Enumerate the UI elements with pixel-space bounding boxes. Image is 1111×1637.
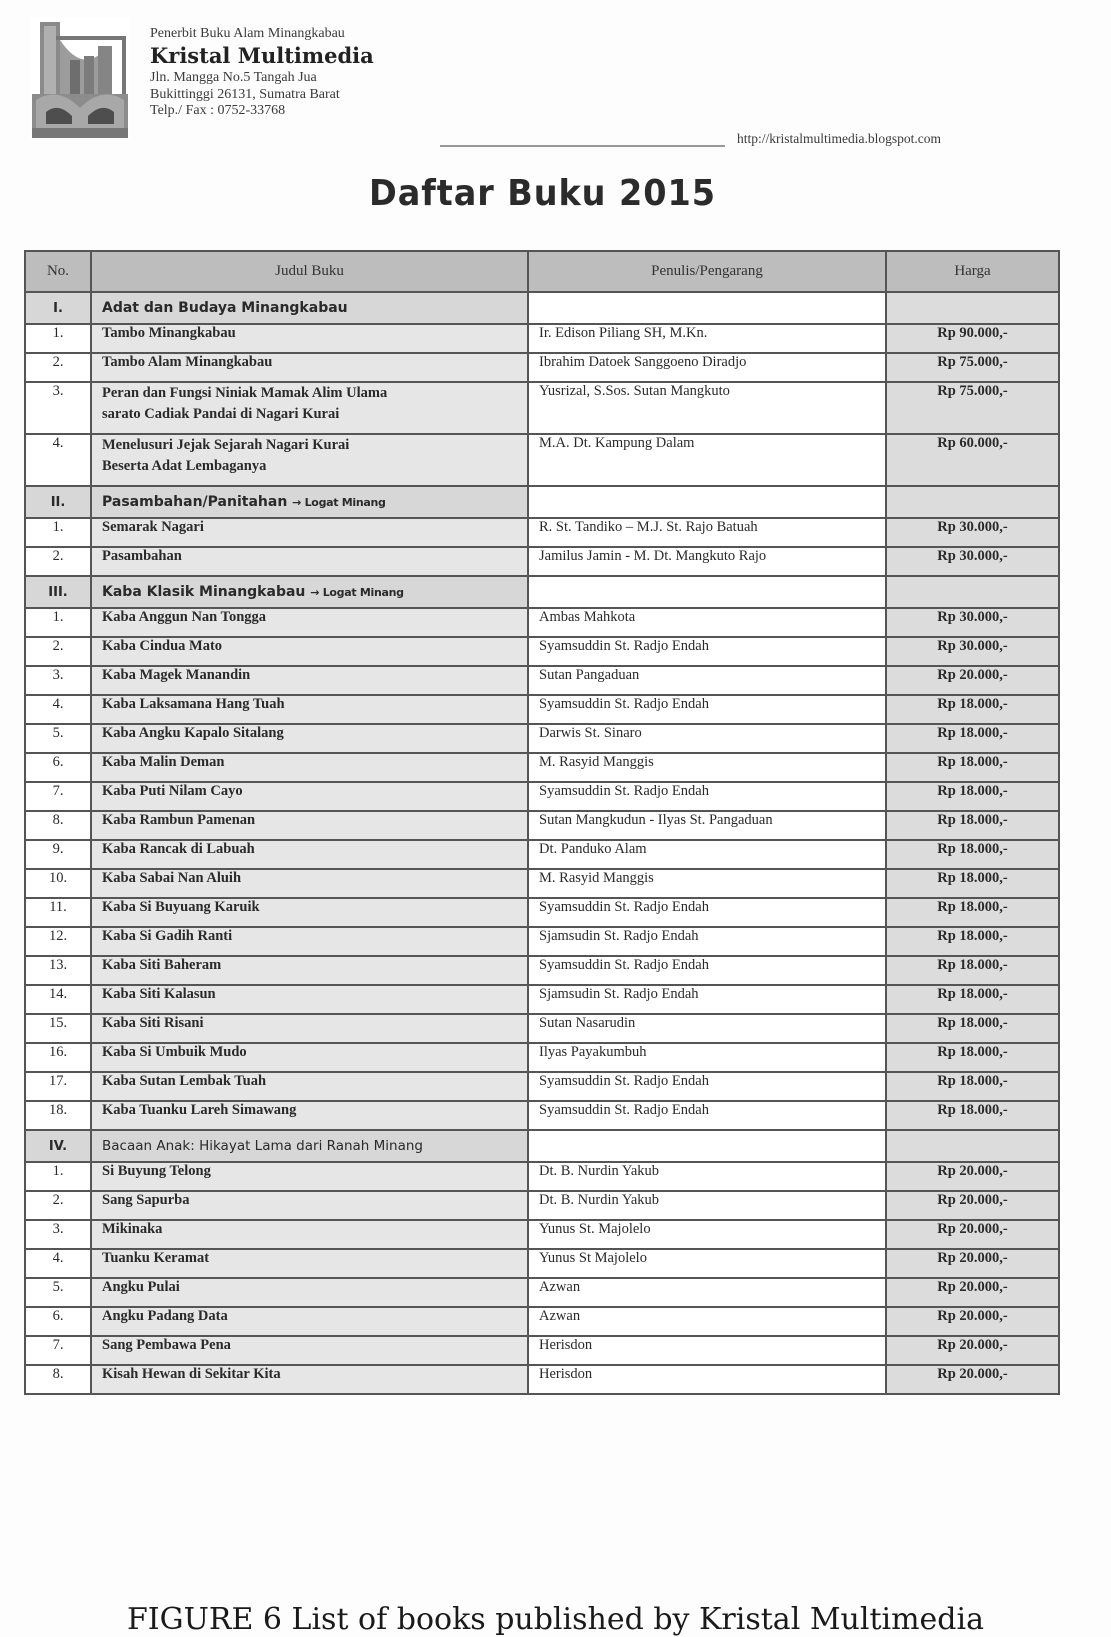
book-number: 6. <box>25 753 91 782</box>
publisher-name: Kristal Multimedia <box>150 42 374 68</box>
section-row <box>25 486 1059 518</box>
book-number: 8. <box>25 1365 91 1394</box>
section-note: → Logat Minang <box>310 586 404 599</box>
section-number: IV. <box>25 1130 91 1162</box>
figure-caption: FIGURE 6 List of books published by Kristal Multimedia <box>126 1602 984 1637</box>
book-title: Kaba Angku Kapalo Sitalang <box>91 724 528 753</box>
table-row <box>25 695 1059 724</box>
table-row <box>25 869 1059 898</box>
book-number: 14. <box>25 985 91 1014</box>
book-price: Rp 18.000,- <box>886 782 1059 811</box>
book-price: Rp 20.000,- <box>886 1336 1059 1365</box>
book-title: Tambo Minangkabau <box>91 324 528 353</box>
table-row <box>25 1043 1059 1072</box>
book-price: Rp 20.000,- <box>886 1307 1059 1336</box>
book-number: 2. <box>25 547 91 576</box>
book-author: Sjamsudin St. Radjo Endah <box>528 927 886 956</box>
book-price: Rp 30.000,- <box>886 518 1059 547</box>
table-row <box>25 547 1059 576</box>
book-price: Rp 18.000,- <box>886 1072 1059 1101</box>
book-author: Azwan <box>528 1307 886 1336</box>
book-price: Rp 18.000,- <box>886 1101 1059 1130</box>
table-row <box>25 724 1059 753</box>
book-author: M.A. Dt. Kampung Dalam <box>528 434 886 486</box>
book-price: Rp 90.000,- <box>886 324 1059 353</box>
table-row <box>25 637 1059 666</box>
book-author: Herisdon <box>528 1365 886 1394</box>
book-author: Ambas Mahkota <box>528 608 886 637</box>
book-author: Yunus St. Majolelo <box>528 1220 886 1249</box>
book-author: M. Rasyid Manggis <box>528 869 886 898</box>
publisher-phone: Telp./ Fax : 0752-33768 <box>150 103 286 119</box>
book-number: 3. <box>25 1220 91 1249</box>
book-number: 9. <box>25 840 91 869</box>
book-author: Azwan <box>528 1278 886 1307</box>
table-row <box>25 1191 1059 1220</box>
book-author: Sutan Nasarudin <box>528 1014 886 1043</box>
table-body <box>25 292 1059 1394</box>
book-price: Rp 18.000,- <box>886 811 1059 840</box>
book-author: Syamsuddin St. Radjo Endah <box>528 898 886 927</box>
table-row <box>25 518 1059 547</box>
book-price: Rp 18.000,- <box>886 898 1059 927</box>
book-price: Rp 20.000,- <box>886 1220 1059 1249</box>
book-number: 1. <box>25 1162 91 1191</box>
book-title: Pasambahan <box>91 547 528 576</box>
book-number: 7. <box>25 782 91 811</box>
book-price: Rp 18.000,- <box>886 869 1059 898</box>
book-title: Kaba Anggun Nan Tongga <box>91 608 528 637</box>
book-author: Ir. Edison Piliang SH, M.Kn. <box>528 324 886 353</box>
book-title: Kaba Siti Risani <box>91 1014 528 1043</box>
book-author: Darwis St. Sinaro <box>528 724 886 753</box>
book-author: Yunus St Majolelo <box>528 1249 886 1278</box>
book-price: Rp 75.000,- <box>886 382 1059 434</box>
section-title-cell <box>91 486 528 518</box>
table-row <box>25 1307 1059 1336</box>
book-price: Rp 18.000,- <box>886 1043 1059 1072</box>
table-row <box>25 753 1059 782</box>
section-author-empty <box>528 292 886 324</box>
book-number: 2. <box>25 353 91 382</box>
section-price-empty <box>886 292 1059 324</box>
section-price-empty <box>886 576 1059 608</box>
book-number: 3. <box>25 666 91 695</box>
table-row <box>25 1336 1059 1365</box>
book-number: 5. <box>25 1278 91 1307</box>
publisher-address-line-1: Jln. Mangga No.5 Tangah Jua <box>150 70 317 86</box>
header-price: Harga <box>886 251 1059 292</box>
book-author: M. Rasyid Manggis <box>528 753 886 782</box>
section-row <box>25 1130 1059 1162</box>
book-number: 4. <box>25 1249 91 1278</box>
section-title: Bacaan Anak: Hikayat Lama dari Ranah Minang <box>102 1138 424 1154</box>
book-number: 2. <box>25 1191 91 1220</box>
publisher-address-line-2: Bukittinggi 26131, Sumatra Barat <box>150 86 340 102</box>
book-price: Rp 18.000,- <box>886 840 1059 869</box>
table-row <box>25 782 1059 811</box>
section-number: III. <box>25 576 91 608</box>
book-price: Rp 18.000,- <box>886 724 1059 753</box>
book-title: Kaba Rancak di Labuah <box>91 840 528 869</box>
section-title-cell <box>91 1130 528 1162</box>
table-row <box>25 434 1059 486</box>
section-price-empty <box>886 1130 1059 1162</box>
table-row <box>25 324 1059 353</box>
book-number: 8. <box>25 811 91 840</box>
book-price: Rp 18.000,- <box>886 985 1059 1014</box>
section-row <box>25 576 1059 608</box>
book-author: Sutan Mangkudun - Ilyas St. Pangaduan <box>528 811 886 840</box>
table-row <box>25 1014 1059 1043</box>
book-price: Rp 60.000,- <box>886 434 1059 486</box>
book-title: Kaba Siti Kalasun <box>91 985 528 1014</box>
book-author: Syamsuddin St. Radjo Endah <box>528 782 886 811</box>
book-title: Mikinaka <box>91 1220 528 1249</box>
book-price: Rp 20.000,- <box>886 1249 1059 1278</box>
section-author-empty <box>528 486 886 518</box>
section-row <box>25 292 1059 324</box>
book-title: Tuanku Keramat <box>91 1249 528 1278</box>
book-title: Kaba Si Buyuang Karuik <box>91 898 528 927</box>
book-number: 16. <box>25 1043 91 1072</box>
table-row <box>25 382 1059 434</box>
book-title: Kaba Puti Nilam Cayo <box>91 782 528 811</box>
book-number: 6. <box>25 1307 91 1336</box>
book-price: Rp 20.000,- <box>886 1162 1059 1191</box>
book-author: Ibrahim Datoek Sanggoeno Diradjo <box>528 353 886 382</box>
book-title: Kaba Malin Deman <box>91 753 528 782</box>
book-number: 5. <box>25 724 91 753</box>
book-author: Syamsuddin St. Radjo Endah <box>528 1072 886 1101</box>
book-price: Rp 18.000,- <box>886 695 1059 724</box>
section-author-empty <box>528 1130 886 1162</box>
book-number: 10. <box>25 869 91 898</box>
book-title: Sang Pembawa Pena <box>91 1336 528 1365</box>
section-price-empty <box>886 486 1059 518</box>
table-row <box>25 1278 1059 1307</box>
book-price: Rp 18.000,- <box>886 927 1059 956</box>
book-title: Peran dan Fungsi Niniak Mamak Alim Ulama sarato Cadiak Pandai di Nagari Kurai <box>91 382 528 434</box>
book-title: Tambo Alam Minangkabau <box>91 353 528 382</box>
book-price: Rp 18.000,- <box>886 753 1059 782</box>
table-row <box>25 985 1059 1014</box>
section-title-cell <box>91 576 528 608</box>
book-number: 4. <box>25 434 91 486</box>
section-number: II. <box>25 486 91 518</box>
book-title: Kaba Cindua Mato <box>91 637 528 666</box>
table-row <box>25 1162 1059 1191</box>
book-number: 11. <box>25 898 91 927</box>
book-number: 7. <box>25 1336 91 1365</box>
book-title: Sang Sapurba <box>91 1191 528 1220</box>
section-title: Adat dan Budaya Minangkabau <box>102 300 348 316</box>
table-row <box>25 840 1059 869</box>
book-author: Syamsuddin St. Radjo Endah <box>528 956 886 985</box>
book-author: Sjamsudin St. Radjo Endah <box>528 985 886 1014</box>
table-row <box>25 1220 1059 1249</box>
table-row <box>25 666 1059 695</box>
book-title: Kaba Laksamana Hang Tuah <box>91 695 528 724</box>
table-row <box>25 898 1059 927</box>
book-title: Kisah Hewan di Sekitar Kita <box>91 1365 528 1394</box>
book-author: Syamsuddin St. Radjo Endah <box>528 637 886 666</box>
publisher-subtitle: Penerbit Buku Alam Minangkabau <box>150 26 345 41</box>
book-price: Rp 20.000,- <box>886 1191 1059 1220</box>
book-number: 4. <box>25 695 91 724</box>
book-author: Syamsuddin St. Radjo Endah <box>528 695 886 724</box>
book-price: Rp 18.000,- <box>886 956 1059 985</box>
table-row <box>25 1365 1059 1394</box>
book-author: Herisdon <box>528 1336 886 1365</box>
page-title: Daftar Buku 2015 <box>369 173 716 214</box>
book-title: Kaba Magek Manandin <box>91 666 528 695</box>
table-header-row <box>25 251 1059 292</box>
book-author: Dt. Panduko Alam <box>528 840 886 869</box>
table-row <box>25 1249 1059 1278</box>
book-number: 17. <box>25 1072 91 1101</box>
book-author: R. St. Tandiko – M.J. St. Rajo Batuah <box>528 518 886 547</box>
book-price: Rp 30.000,- <box>886 637 1059 666</box>
publisher-url: http://kristalmultimedia.blogspot.com <box>737 131 941 146</box>
table-row <box>25 1072 1059 1101</box>
book-title: Menelusuri Jejak Sejarah Nagari Kurai Beserta Adat Lembaganya <box>91 434 528 486</box>
publisher-header <box>150 26 374 120</box>
book-number: 2. <box>25 637 91 666</box>
book-title: Kaba Sutan Lembak Tuah <box>91 1072 528 1101</box>
section-author-empty <box>528 576 886 608</box>
book-title: Si Buyung Telong <box>91 1162 528 1191</box>
section-title: Pasambahan/Panitahan <box>102 494 288 510</box>
header-author: Penulis/Pengarang <box>528 251 886 292</box>
book-price: Rp 20.000,- <box>886 1365 1059 1394</box>
table-row <box>25 811 1059 840</box>
table-row <box>25 1101 1059 1130</box>
book-title: Semarak Nagari <box>91 518 528 547</box>
section-number: I. <box>25 292 91 324</box>
book-title: Kaba Si Umbuik Mudo <box>91 1043 528 1072</box>
book-number: 12. <box>25 927 91 956</box>
book-author: Ilyas Payakumbuh <box>528 1043 886 1072</box>
table-row <box>25 956 1059 985</box>
book-price: Rp 20.000,- <box>886 666 1059 695</box>
section-title-cell <box>91 292 528 324</box>
book-number: 13. <box>25 956 91 985</box>
section-title: Kaba Klasik Minangkabau <box>102 584 306 600</box>
book-title: Kaba Rambun Pamenan <box>91 811 528 840</box>
book-number: 1. <box>25 608 91 637</box>
book-number: 15. <box>25 1014 91 1043</box>
book-price: Rp 18.000,- <box>886 1014 1059 1043</box>
table-row <box>25 927 1059 956</box>
book-author: Jamilus Jamin - M. Dt. Mangkuto Rajo <box>528 547 886 576</box>
book-number: 1. <box>25 324 91 353</box>
book-author: Sutan Pangaduan <box>528 666 886 695</box>
book-price: Rp 30.000,- <box>886 608 1059 637</box>
header-no: No. <box>25 251 91 292</box>
book-title: Angku Pulai <box>91 1278 528 1307</box>
book-title: Kaba Sabai Nan Aluih <box>91 869 528 898</box>
table-row <box>25 353 1059 382</box>
book-author: Syamsuddin St. Radjo Endah <box>528 1101 886 1130</box>
book-author: Yusrizal, S.Sos. Sutan Mangkuto <box>528 382 886 434</box>
book-title: Kaba Tuanku Lareh Simawang <box>91 1101 528 1130</box>
header-divider <box>440 145 725 147</box>
publisher-logo <box>28 16 132 142</box>
book-number: 3. <box>25 382 91 434</box>
book-price: Rp 75.000,- <box>886 353 1059 382</box>
table-row <box>25 608 1059 637</box>
book-author: Dt. B. Nurdin Yakub <box>528 1162 886 1191</box>
header-title: Judul Buku <box>91 251 528 292</box>
book-title: Kaba Siti Baheram <box>91 956 528 985</box>
book-price: Rp 30.000,- <box>886 547 1059 576</box>
section-note: → Logat Minang <box>292 496 386 509</box>
book-title: Angku Padang Data <box>91 1307 528 1336</box>
book-list-table <box>24 250 1060 1395</box>
book-author: Dt. B. Nurdin Yakub <box>528 1191 886 1220</box>
book-number: 18. <box>25 1101 91 1130</box>
book-number: 1. <box>25 518 91 547</box>
book-title: Kaba Si Gadih Ranti <box>91 927 528 956</box>
book-price: Rp 20.000,- <box>886 1278 1059 1307</box>
